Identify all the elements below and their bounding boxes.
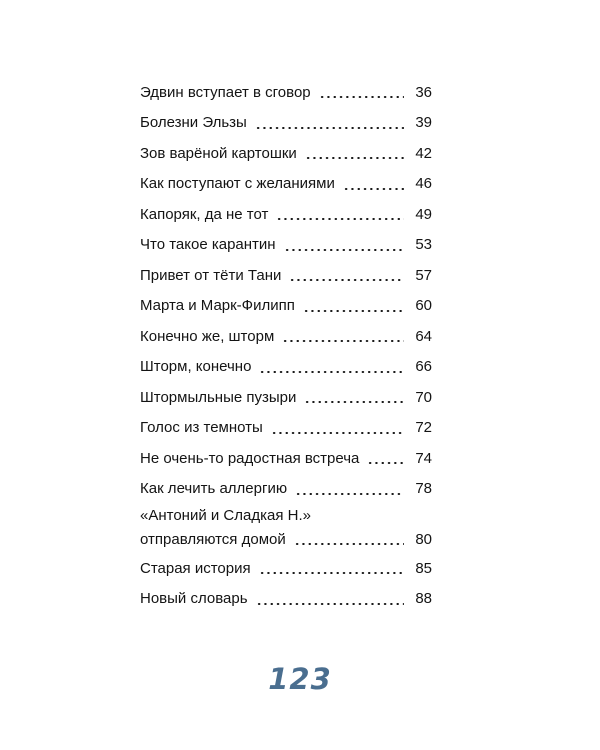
toc-entry [140,382,432,413]
dot-leader [303,310,404,312]
toc-entry [140,199,432,230]
toc-entry-page: 57 [415,266,432,284]
toc-entry [140,553,432,584]
toc-entry-page: 78 [415,480,432,498]
dot-leader [294,543,404,545]
toc-entry-title: Голос из темноты [140,419,263,437]
toc-entry-title: Как поступают с желаниями [140,175,335,193]
toc-entry-title: Старая история [140,559,251,577]
toc-entry [140,443,432,474]
table-of-contents [140,77,432,614]
toc-entry-page: 36 [415,83,432,101]
dot-leader [343,188,404,190]
dot-leader [255,127,404,129]
toc-entry-title: Шторм, конечно [140,358,252,376]
dot-leader [271,432,404,434]
toc-entry-page: 85 [415,559,432,577]
toc-entry [140,504,432,553]
toc-entry-title: Эдвин вступает в сговор [140,83,311,101]
toc-entry-title: Привет от тёти Тани [140,266,282,284]
toc-entry-page: 72 [415,419,432,437]
dot-leader [304,401,404,403]
toc-entry [140,321,432,352]
dot-leader [295,493,404,495]
toc-entry-page: 70 [415,388,432,406]
toc-entry-page: 88 [415,590,432,608]
toc-entry-title: Капоряк, да не тот [140,205,269,223]
toc-entry [140,352,432,383]
dot-leader [289,279,404,281]
dot-leader [259,371,404,373]
toc-entry-title: Новый словарь [140,590,248,608]
toc-entry [140,260,432,291]
toc-entry-title-line1: «Антоний и Сладкая Н.» [140,507,311,524]
dot-leader [305,157,404,159]
toc-entry-title: Не очень-то радостная встреча [140,449,360,467]
toc-entry [140,230,432,261]
toc-entry-title: Что такое карантин [140,236,276,254]
toc-entry [140,474,432,505]
toc-entry-title: Как лечить аллергию [140,480,288,498]
dot-leader [259,572,404,574]
toc-entry-title-line2: отправляются домой [140,530,286,548]
toc-entry-page: 66 [415,358,432,376]
toc-entry-page: 74 [415,449,432,467]
toc-entry [140,108,432,139]
toc-entry-page: 49 [415,205,432,223]
toc-entry-title: Болезни Эльзы [140,114,247,132]
toc-entry [140,584,432,615]
dot-leader [282,340,404,342]
dot-leader [367,462,404,464]
dot-leader [319,96,404,98]
toc-entry [140,169,432,200]
toc-entry [140,138,432,169]
toc-entry [140,413,432,444]
toc-entry-page: 64 [415,327,432,345]
toc-entry-title: Конечно же, шторм [140,327,275,345]
page-number: 123 [268,662,332,696]
toc-entry [140,291,432,322]
toc-entry [140,77,432,108]
toc-entry-title: Штормыльные пузыри [140,388,297,406]
toc-entry-page: 46 [415,175,432,193]
toc-entry-page: 42 [415,144,432,162]
toc-entry-page: 39 [415,114,432,132]
dot-leader [256,603,404,605]
toc-entry-title: Марта и Марк-Филипп [140,297,295,315]
toc-entry-title: Зов варёной картошки [140,144,297,162]
dot-leader [276,218,404,220]
toc-entry-page: 53 [415,236,432,254]
toc-entry-page: 80 [415,530,432,548]
dot-leader [284,249,404,251]
toc-entry-page: 60 [415,297,432,315]
toc-entry-line2 [140,527,432,551]
